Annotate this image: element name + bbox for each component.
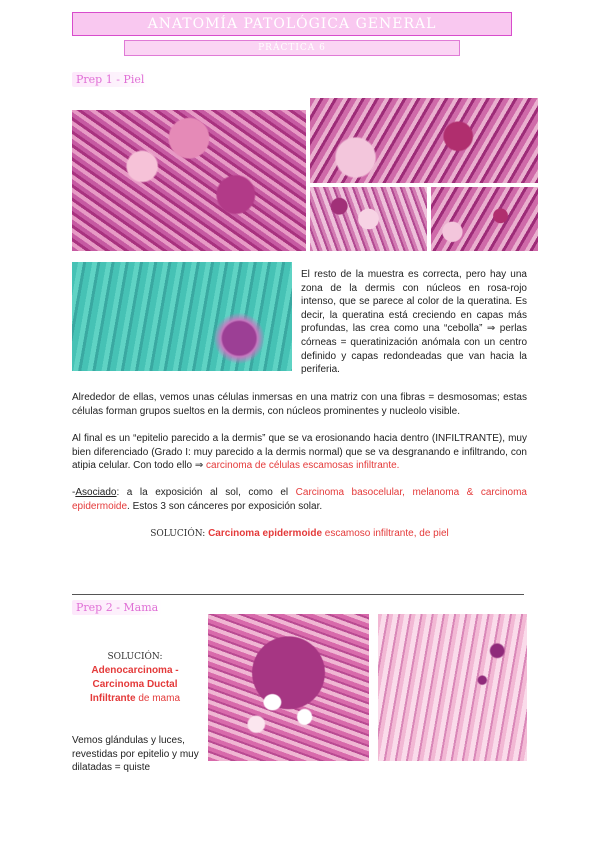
skin-histology-image-teal [72,262,292,371]
skin-histology-image-top-right [310,98,538,183]
diagnosis-highlight: carcinoma de células escamosas infiltrante. [206,460,400,472]
prep1-side-text: El resto de la muestra es correcta, pero hay una zona de la dermis con núcleos en rosa-rojo intenso, que se parece al color de la queratina. Es decir, la queratina está creciendo en capas más profundas, las crea como una “cebolla” ⇒ perlas córneas = queratinización anómala con un centro definido y capas redondeadas que van hacia la periferia. [301,269,527,376]
prep2-heading: Prep 2 - Mama [72,600,162,615]
conclusion-text: Al final es un “epitelio parecido a la dermis” que se va erosionando hacia dentro (INFILTRANTE), muy bien diferenciado (Grado I: muy parecido a la dermis normal) que se va desgranando e infiltrando, con atipia celular. Con todo ello ⇒ [72,433,527,472]
prep2-note: Vemos glándulas y luces, revestidas por epitelio y muy dilatadas = quiste [72,735,199,774]
solution-diagnosis: Carcinoma epidermoide [208,528,322,539]
prep1-solution [72,528,527,539]
breast-histology-image-right [378,614,527,761]
page-subtitle: PRÁCTICA 6 [124,40,460,56]
solution-label: SOLUCIÓN: [150,529,206,539]
solution-diagnosis-rest: de mama [135,693,181,704]
section-divider [72,594,524,595]
solution-diagnosis-block [72,664,198,706]
skin-histology-image-bottom-right [431,187,538,251]
skin-histology-image-large [72,110,306,251]
solution-diagnosis-rest: escamoso infiltrante, de piel [322,528,449,539]
associated-label: Asociado [75,487,117,498]
skin-histology-image-bottom-mid [310,187,427,251]
prep1-heading: Prep 1 - Piel [72,72,148,87]
prep1-paragraph-cells: Alrededor de ellas, vemos unas células inmersas en una matriz con una fibras = desmosomas; estas células forman grupos sueltos en la dermis, con núcleos prominentes y nucleolo visible. [72,392,527,417]
breast-histology-image-left [208,614,369,761]
associated-cancers-highlight: Carcinoma basocelular, melanoma & carcinoma epidermoide [72,487,527,512]
associated-text-a: : a la exposición al sol, como el [116,487,296,498]
prep2-solution [72,650,198,706]
prep1-paragraph-associated [72,486,527,513]
page-title: ANATOMÍA PATOLÓGICA GENERAL [72,12,512,36]
associated-text-b: . Estos 3 son cánceres por exposición solar. [127,500,323,512]
solution-diagnosis: Adenocarcinoma - Carcinoma Ductal Infiltrante [89,665,179,704]
prep1-paragraph-conclusion [72,432,527,473]
solution-label: SOLUCIÓN: [107,652,163,662]
associated-prefix: - [72,487,76,498]
